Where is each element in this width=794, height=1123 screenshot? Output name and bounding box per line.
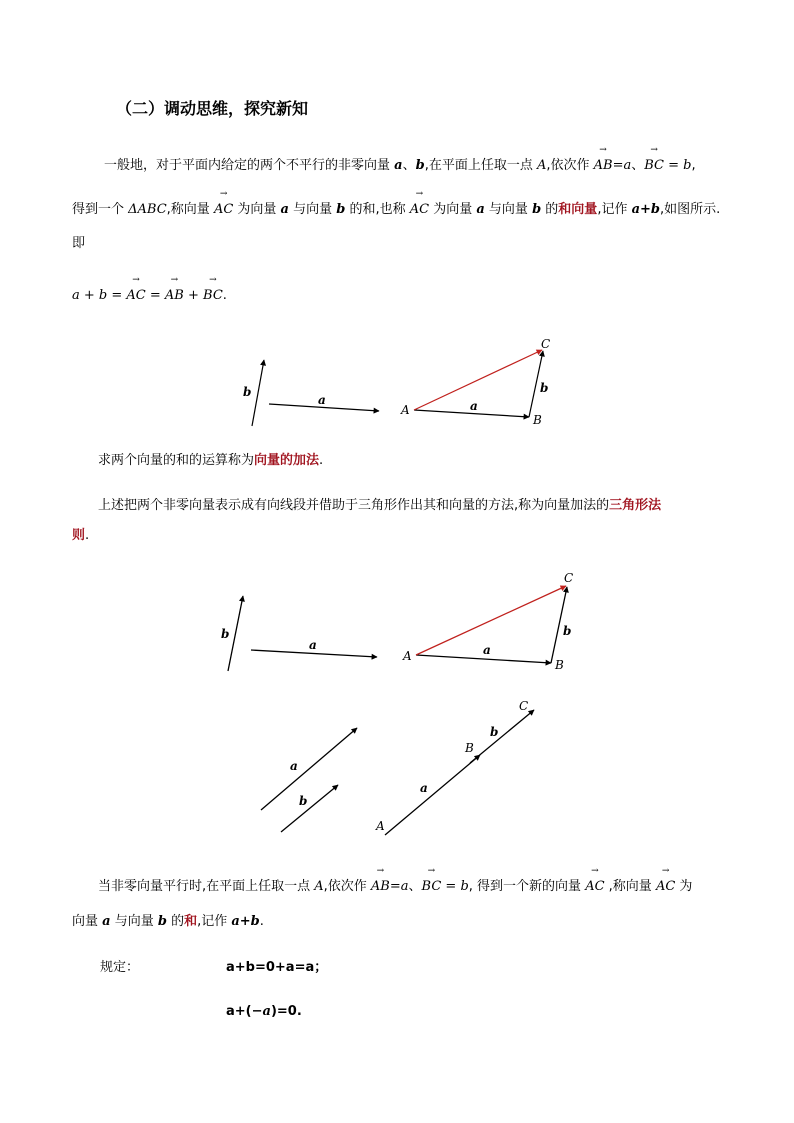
label-B: B: [533, 413, 542, 427]
figure-triangle-rule-1: [243, 337, 550, 427]
term-vector-addition: 向量的加法: [254, 453, 320, 468]
vector-a-arrow: [261, 728, 357, 810]
label-a-2: a: [483, 643, 491, 657]
paragraph-triangle-rule-line2: 则.: [72, 528, 90, 543]
label-C: C: [541, 337, 551, 351]
label-b: b: [299, 794, 308, 808]
paragraph-definition-line2: 得到一个 ΔABC,称向量 → AC 为向量 a 与向量 b 的和,也称 → AC 为向量 a 与向量 b 的和向量,记作 a+b,如图所示.: [72, 200, 720, 220]
label-C: C: [519, 699, 529, 713]
vector-AB-arrow: [385, 755, 480, 835]
label-a-2: a: [470, 399, 478, 413]
paragraph-definition-line3: 即: [72, 236, 86, 251]
section-heading: （二）调动思维，探究新知: [116, 99, 309, 118]
term-sum: 和: [184, 914, 198, 929]
vector-b-arrow: [228, 596, 243, 671]
label-b: b: [243, 385, 252, 399]
paragraph-addition: 求两个向量的和的运算称为向量的加法.: [98, 453, 324, 468]
vector-AC: → AC: [410, 200, 429, 220]
vector-AC-arrow: [414, 350, 542, 410]
paragraph-parallel-line2: 向量 a 与向量 b 的和,记作 a+b.: [72, 914, 264, 929]
paragraph-triangle-rule-line1: 上述把两个非零向量表示成有向线段并借助于三角形作出其和向量的方法,称为向量加法的三角形法: [98, 498, 662, 513]
rules-label: 规定：: [100, 960, 140, 975]
vector-AB: → AB: [594, 156, 613, 176]
label-a: a: [290, 759, 298, 773]
sum-formula: a + b = → AC = → AB + → BC.: [72, 286, 227, 306]
paragraph-definition-line1: 一般地，对于平面内给定的两个不平行的非零向量 a、b,在平面上任取一点 A,依次作 → AB=a、→ BC = b,: [104, 156, 696, 176]
label-a-2: a: [420, 781, 428, 795]
label-A: A: [403, 649, 412, 663]
label-b-2: b: [563, 624, 572, 638]
label-A: A: [401, 403, 410, 417]
label-b-2: b: [490, 725, 499, 739]
label-A: A: [376, 819, 385, 833]
label-C: C: [564, 571, 574, 585]
term-triangle-rule: 三角形法: [609, 498, 662, 513]
figure-parallel-vectors: [261, 699, 534, 835]
vector-BC-arrow: [470, 710, 534, 763]
rule-zero-vector: a+b=0+a=a；: [226, 960, 328, 975]
label-b: b: [221, 627, 230, 641]
vector-BC: → BC: [644, 156, 664, 176]
term-sum-vector: 和向量: [558, 202, 598, 217]
paragraph-parallel-line1: 当非零向量平行时,在平面上任取一点 A,依次作 → AB=a、→ BC = b, 得到一个新的向量 → AC ,称向量 → AC 为: [98, 877, 692, 897]
vector-AC-arrow: [416, 586, 566, 655]
vector-b-arrow: [252, 360, 264, 426]
label-B: B: [555, 658, 564, 672]
label-a: a: [309, 638, 317, 652]
figure-triangle-rule-2: [221, 571, 573, 672]
label-b-2: b: [540, 381, 549, 395]
rule-opposite-vector: a+(−a)=0.: [226, 1004, 302, 1019]
vector-AC: → AC: [214, 200, 233, 220]
vector-b-arrow: [281, 785, 338, 832]
label-B: B: [465, 741, 474, 755]
label-a: a: [318, 393, 326, 407]
